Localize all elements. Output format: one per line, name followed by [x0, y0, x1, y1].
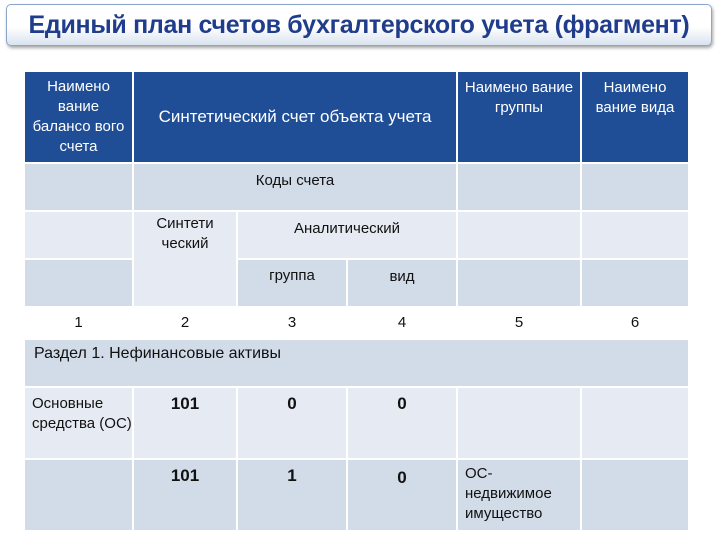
- group-code-header: группа: [238, 260, 348, 308]
- subheader-empty-left-2: [25, 260, 134, 308]
- row-2-group-name: ОС-недвижимое имущество: [458, 460, 582, 532]
- row-2-type-code: 0: [348, 460, 458, 532]
- row-1-group-name: [458, 388, 582, 460]
- subheader-empty-group-1: [458, 212, 582, 260]
- column-number-1: 1: [25, 308, 134, 340]
- row-1-synthetic-code: 101: [134, 388, 238, 460]
- title-bar: [6, 4, 712, 46]
- row-2-account-name: [25, 460, 134, 532]
- row-2-synthetic-code: 101: [134, 460, 238, 532]
- row-2-group-code: 1: [238, 460, 348, 532]
- row-1-group-code: 0: [238, 388, 348, 460]
- subheader-empty-type-2: [582, 260, 690, 308]
- slide-title: Единый план счетов бухгалтерского учета (фрагмент): [28, 10, 690, 39]
- header-synthetic-object-account: Синтетический счет объекта учета: [134, 72, 458, 164]
- row-2-type-name: [582, 460, 690, 532]
- codes-row-empty-group: [458, 164, 582, 212]
- subheader-empty-type-1: [582, 212, 690, 260]
- column-number-5: 5: [458, 308, 582, 340]
- column-number-6: 6: [582, 308, 690, 340]
- subheader-empty-left-1: [25, 212, 134, 260]
- codes-header: Коды счета: [134, 164, 458, 212]
- row-1-type-name: [582, 388, 690, 460]
- header-balance-account-name: Наимено вание балансо вого счета: [25, 72, 134, 164]
- column-number-3: 3: [238, 308, 348, 340]
- column-number-4: 4: [348, 308, 458, 340]
- row-1-account-name: Основные средства (ОС): [25, 388, 134, 460]
- section-title: Раздел 1. Нефинансовые активы: [25, 340, 690, 388]
- header-group-name: Наимено вание группы: [458, 72, 582, 164]
- row-1-type-code: 0: [348, 388, 458, 460]
- codes-row-empty-left: [25, 164, 134, 212]
- subheader-empty-group-2: [458, 260, 582, 308]
- type-code-header: вид: [348, 260, 458, 308]
- column-number-2: 2: [134, 308, 238, 340]
- analytic-code-header: Аналитический: [238, 212, 458, 260]
- synthetic-code-header: Синтети ческий: [134, 212, 238, 308]
- codes-row-empty-type: [582, 164, 690, 212]
- header-type-name: Наимено вание вида: [582, 72, 690, 164]
